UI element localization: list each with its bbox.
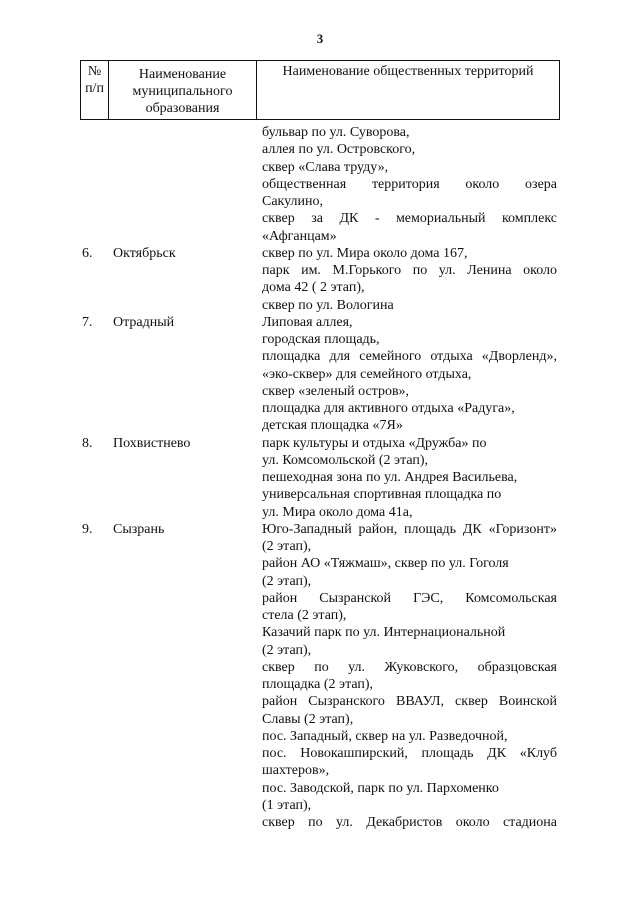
territory-list <box>262 521 557 832</box>
territory-line: сквер по ул. Жуковского, образцовская <box>262 659 557 675</box>
territory-line: «эко-сквер» для семейного отдыха, <box>262 366 472 382</box>
territory-line: площадка для активного отдыха «Радуга», <box>262 401 515 416</box>
territory-line: стела (2 этап), <box>262 608 347 623</box>
municipality-name: Похвистнево <box>113 435 191 451</box>
territory-line: ул. Мира около дома 41а, <box>262 504 413 520</box>
territory-line: парк им. М.Горького по ул. Ленина около <box>262 263 557 278</box>
territory-line: шахтеров», <box>262 763 330 779</box>
territory-line: район АО «Тяжмаш», сквер по ул. Гоголя <box>262 556 509 572</box>
row-number: 6. <box>82 245 93 261</box>
territory-line: сквер по ул. Вологина <box>262 297 394 313</box>
territory-list <box>262 245 557 314</box>
territory-line: Юго-Западный район, площадь ДК «Горизонт» <box>262 521 557 537</box>
territory-line: «Афганцам» <box>262 228 337 244</box>
table-header <box>80 60 560 120</box>
row-number: 8. <box>82 435 93 451</box>
territory-line: сквер «зеленый остров», <box>262 383 410 399</box>
territory-line: Казачий парк по ул. Интернациональной <box>262 625 506 641</box>
municipality-name: Сызрань <box>113 521 165 537</box>
territory-line: городская площадь, <box>262 332 380 347</box>
territory-line: сквер по ул. Мира около дома 167, <box>262 245 468 261</box>
territory-line: ул. Комсомольской (2 этап), <box>262 452 429 468</box>
territory-line: сквер за ДК - мемориальный комплекс <box>262 211 557 227</box>
territory-line: (2 этап), <box>262 573 312 589</box>
territory-line: (2 этап), <box>262 642 312 658</box>
header-col-municipality: Наименование муниципального образования <box>109 61 257 119</box>
territory-line: общественная территория около озера <box>262 176 557 192</box>
territory-line: район Сызранского ВВАУЛ, сквер Воинской <box>262 694 557 710</box>
territory-line: Липовая аллея, <box>262 314 353 330</box>
header-col-number: № п/п <box>81 61 109 119</box>
territory-line: дома 42 ( 2 этап), <box>262 280 365 296</box>
territory-list <box>262 314 557 435</box>
territory-line: площадка (2 этап), <box>262 677 374 692</box>
territory-line: район Сызранской ГЭС, Комсомольская <box>262 590 557 606</box>
municipality-name: Отрадный <box>113 314 175 330</box>
territory-line: Славы (2 этап), <box>262 711 354 727</box>
territory-line: (2 этап), <box>262 539 312 554</box>
territory-line: пос. Заводской, парк по ул. Пархоменко <box>262 780 499 796</box>
territory-line: (1 этап), <box>262 797 312 813</box>
territory-line: площадка для семейного отдыха «Дворленд», <box>262 349 557 365</box>
territory-line: пос. Новокашпирский, площадь ДК «Клуб <box>262 746 557 761</box>
territory-line: пешеходная зона по ул. Андрея Васильева, <box>262 470 518 485</box>
header-col-territories: Наименование общественных территорий <box>282 64 534 79</box>
territory-list <box>262 435 557 521</box>
municipality-name: Октябрьск <box>113 245 176 261</box>
territory-line: пос. Западный, сквер на ул. Разведочной, <box>262 728 508 744</box>
territory-line: Сакулино, <box>262 194 324 209</box>
territory-line: сквер по ул. Декабристов около стадиона <box>262 815 557 830</box>
row-number: 7. <box>82 314 93 330</box>
continuation-territories <box>262 124 557 245</box>
territory-line: детская площадка «7Я» <box>262 418 403 434</box>
territory-line: сквер «Слава труду», <box>262 159 389 175</box>
page-number: 3 <box>316 31 324 46</box>
territory-line: аллея по ул. Островского, <box>262 142 416 158</box>
territory-line: бульвар по ул. Суворова, <box>262 125 410 140</box>
row-number: 9. <box>82 521 93 537</box>
territory-line: универсальная спортивная площадка по <box>262 487 502 503</box>
territory-line: парк культуры и отдыха «Дружба» по <box>262 435 487 451</box>
